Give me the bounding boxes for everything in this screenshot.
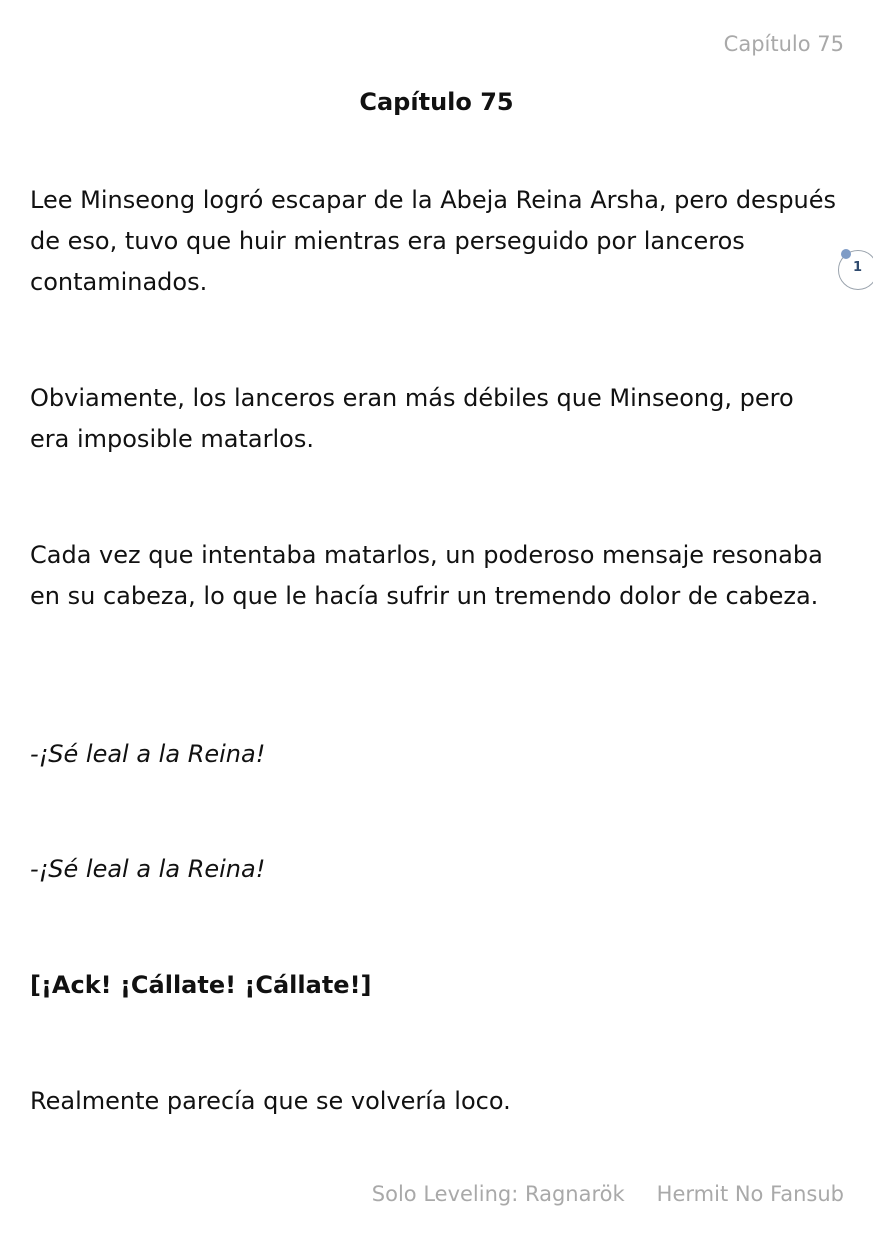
paragraph: Cada vez que intentaba matarlos, un poderoso mensaje resonaba en su cabeza, lo que le hacía sufrir un tremendo dolor de cabeza. <box>30 541 823 610</box>
page-footer <box>372 1182 844 1206</box>
dialogue-line: -¡Sé leal a la Reina! <box>30 740 266 768</box>
comment-indicator-dot <box>841 249 851 259</box>
chapter-title: Capítulo 75 <box>359 88 514 116</box>
footer-series-title: Solo Leveling: Ragnarök <box>371 1182 625 1206</box>
comment-count: 1 <box>853 260 863 275</box>
paragraph: Realmente parecía que se volvería loco. <box>30 1087 511 1115</box>
footer-group-credit: Hermit No Fansub <box>656 1182 844 1206</box>
system-message: [¡Ack! ¡Cállate! ¡Cállate!] <box>30 971 372 999</box>
paragraph: Obviamente, los lanceros eran más débiles que Minseong, pero era imposible matarlos. <box>30 384 794 453</box>
running-header-chapter: Capítulo 75 <box>723 32 844 56</box>
paragraph: Lee Minseong logró escapar de la Abeja Reina Arsha, pero después de eso, tuvo que huir mientras era perseguido por lanceros contaminados. <box>30 186 837 296</box>
dialogue-line: -¡Sé leal a la Reina! <box>30 855 266 883</box>
